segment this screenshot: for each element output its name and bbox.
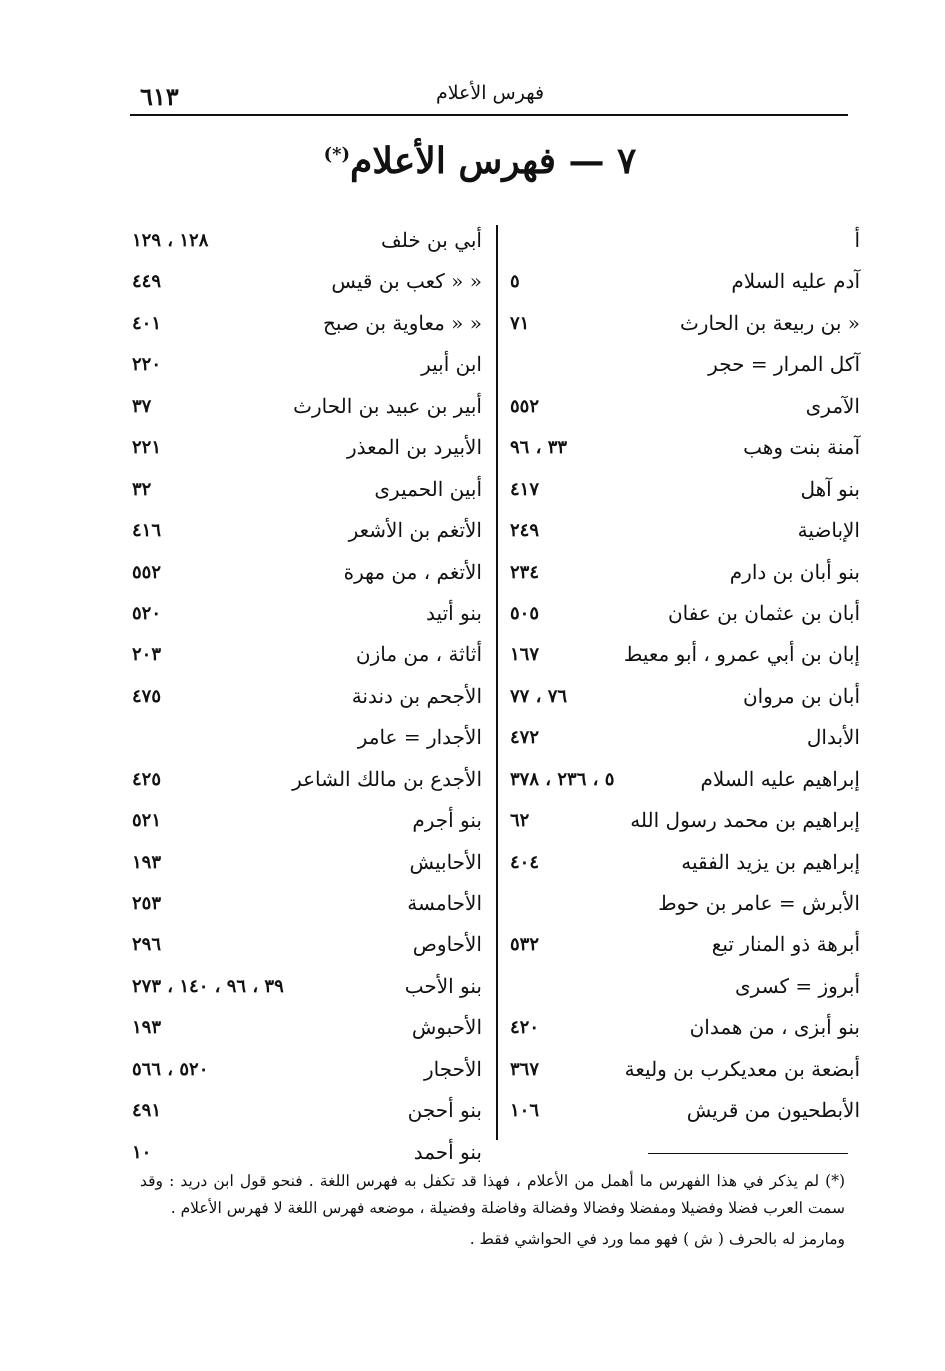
- index-entry: [127, 512, 482, 553]
- entry-pages: ٥٥٢: [510, 395, 540, 417]
- footnote-rule: [648, 1153, 848, 1154]
- index-entry: [505, 1051, 860, 1092]
- entry-name: أبضعة بن معديكرب بن وليعة: [624, 1056, 860, 1081]
- entry-pages: ٥٣٢: [510, 934, 540, 956]
- index-entry: [505, 678, 860, 719]
- index-entry: [505, 968, 860, 1009]
- entry-name: بنو أتيد: [426, 600, 482, 625]
- running-header-title: فهرس الأعلام: [435, 82, 545, 104]
- index-entry: [127, 388, 482, 429]
- footnote-marker: (*): [323, 144, 351, 165]
- index-entry: [127, 263, 482, 304]
- index-entry: [127, 636, 482, 677]
- index-entry: [505, 222, 860, 263]
- entry-name: بنو أحجن: [407, 1098, 482, 1123]
- page-number: ٦١٣: [140, 82, 179, 111]
- index-entry: [505, 388, 860, 429]
- entry-pages: ٢٢١: [132, 437, 162, 459]
- entry-pages: ٢٤٩: [510, 520, 540, 542]
- entry-pages: ١٠: [132, 1141, 152, 1163]
- entry-pages: ٥٢٠ ، ٥٦٦: [132, 1058, 209, 1080]
- entry-name: « « معاوية بن صبح: [322, 310, 482, 335]
- footnote-note: ومارمز له بالحرف ( ش ) فهو مما ورد في الحواشي فقط .: [469, 1230, 845, 1248]
- entry-name: الأتغم بن الأشعر: [348, 518, 482, 543]
- index-entry: [127, 968, 482, 1009]
- index-entry: [127, 761, 482, 802]
- entry-name: « « كعب بن قيس: [331, 269, 482, 294]
- entry-name: الآمرى: [805, 393, 860, 418]
- entry-pages: ٧٦ ، ٧٧: [510, 685, 568, 707]
- entry-pages: ٤٢٥: [132, 768, 162, 790]
- index-entry: [127, 222, 482, 263]
- entry-pages: ٢٩٦: [132, 934, 162, 956]
- entry-name: بنو أبزى ، من همدان: [689, 1015, 860, 1040]
- entry-name: الأبدال: [806, 725, 860, 750]
- index-entry: [127, 719, 482, 760]
- entry-name: أبرهة ذو المنار تبع: [711, 932, 860, 957]
- index-entry: [127, 554, 482, 595]
- entry-name: إبان بن أبي عمرو ، أبو معيط: [623, 642, 860, 667]
- entry-pages: ٤٤٩: [132, 271, 162, 293]
- entry-name: أبين الحميرى: [374, 476, 482, 501]
- entry-pages: ٤١٦: [132, 520, 162, 542]
- index-entry: [505, 719, 860, 760]
- entry-name: آمنة بنت وهب: [743, 435, 860, 460]
- entry-pages: ٤١٧: [510, 478, 540, 500]
- entry-name: أبي بن خلف: [381, 228, 482, 252]
- entry-name: أبروز = كسرى: [735, 973, 860, 998]
- entry-pages: ١٠٦: [510, 1100, 540, 1122]
- entry-name: بنو آهل: [800, 476, 860, 501]
- entry-pages: ٥٠٥: [510, 602, 540, 624]
- index-entry: [505, 429, 860, 470]
- index-entry: [505, 305, 860, 346]
- entry-name: بنو أحمد: [413, 1139, 482, 1164]
- index-entry: [127, 885, 482, 926]
- entry-name: الأجدار = عامر: [357, 725, 482, 750]
- entry-pages: ٤٧٥: [132, 685, 162, 707]
- entry-pages: ٥٥٢: [132, 561, 162, 583]
- entry-pages: ٣٦٧: [510, 1058, 540, 1080]
- index-entry: [127, 844, 482, 885]
- index-entry: [505, 512, 860, 553]
- index-entry: [505, 802, 860, 843]
- entry-name: أثاثة ، من مازن: [355, 642, 482, 667]
- entry-name: أ: [854, 228, 860, 252]
- entry-name: الأحجار: [424, 1056, 482, 1081]
- entry-pages: ١٩٣: [132, 851, 162, 873]
- entry-pages: ٤٧٢: [510, 727, 540, 749]
- entry-name: أبان بن مروان: [742, 683, 860, 708]
- header-rule: [130, 114, 848, 116]
- entry-name: الأحاوص: [412, 932, 482, 957]
- entry-pages: ٤٢٠: [510, 1017, 540, 1039]
- index-entry: [505, 1009, 860, 1050]
- entry-pages: ٣٣ ، ٩٦: [510, 437, 568, 459]
- entry-name: الإباضية: [797, 518, 860, 543]
- entry-name: إبراهيم بن يزيد الفقيه: [681, 849, 860, 874]
- index-entry: [505, 595, 860, 636]
- index-entry: [505, 926, 860, 967]
- index-entry: [505, 885, 860, 926]
- index-entry: [505, 346, 860, 387]
- index-entry: [505, 1092, 860, 1133]
- entry-name: ابن أبير: [421, 352, 482, 377]
- index-entry: [127, 678, 482, 719]
- index-column-right: [505, 222, 860, 1134]
- footnote-text: (*) لم يذكر في هذا الفهرس ما أهمل من الأعلام ، فهذا قد تكفل به فهرس اللغة . فنحو قول ابن دريد : وقد سمت العرب فضلا وفضيلا ومفضلا وفضالا وفضالة وفاضلة وفضيلة ، موضعه فهرس اللغة لا فهرس الأعلام .: [140, 1172, 845, 1217]
- entry-name: الأجدع بن مالك الشاعر: [292, 766, 482, 791]
- entry-pages: ٢٥٣: [132, 893, 162, 914]
- index-entry: [505, 636, 860, 677]
- index-entry: [505, 844, 860, 885]
- entry-name: الأتغم ، من مهرة: [343, 559, 482, 584]
- section-title-text: ٧ — فهرس الأعلام: [350, 140, 637, 182]
- entry-name: آكل المرار = حجر: [708, 352, 860, 377]
- index-entry: [505, 263, 860, 304]
- entry-name: الأحامسة: [407, 891, 482, 915]
- entry-name: أبير بن عبيد بن الحارث: [293, 393, 482, 418]
- index-entry: [127, 1009, 482, 1050]
- entry-name: آدم عليه السلام: [731, 269, 860, 294]
- entry-name: أبان بن عثمان بن عفان: [667, 600, 860, 625]
- entry-pages: ٥ ، ٢٣٦ ، ٣٧٨: [510, 768, 615, 790]
- index-entry: [505, 761, 860, 802]
- entry-name: الأبطحيون من قريش: [686, 1098, 860, 1123]
- entry-name: « بن ربيعة بن الحارث: [679, 310, 860, 335]
- entry-pages: ٢٠٣: [132, 644, 162, 666]
- index-entry: [127, 471, 482, 512]
- index-entry: [127, 429, 482, 470]
- index-entry: [127, 305, 482, 346]
- entry-pages: ٤٠٤: [510, 851, 540, 873]
- entry-name: الأحابيش: [409, 849, 482, 874]
- entry-pages: ٥٢٠: [132, 602, 162, 624]
- index-entry: [505, 554, 860, 595]
- entry-pages: ٤٠١: [132, 312, 162, 334]
- entry-name: الأجحم بن دندنة: [351, 683, 482, 708]
- entry-pages: ٢٣٤: [510, 561, 540, 583]
- entry-name: إبراهيم بن محمد رسول الله: [630, 808, 860, 833]
- entry-pages: ٣٧: [132, 395, 152, 417]
- entry-pages: ٦٢: [510, 810, 530, 832]
- entry-pages: ٧١: [510, 312, 530, 334]
- index-entry: [127, 1051, 482, 1092]
- footnote: [140, 1168, 845, 1253]
- entry-pages: ٥: [510, 271, 520, 293]
- section-title: [260, 140, 700, 182]
- entry-name: إبراهيم عليه السلام: [700, 766, 860, 791]
- entry-name: بنو أبان بن دارم: [729, 559, 860, 584]
- index-entry: [127, 802, 482, 843]
- entry-name: الأبرش = عامر بن حوط: [658, 891, 860, 915]
- index-entry: [505, 471, 860, 512]
- entry-name: بنو أجرم: [412, 808, 482, 833]
- entry-pages: ٣٢: [132, 478, 152, 500]
- entry-name: الأبيرد بن المعذر: [346, 435, 482, 460]
- entry-pages: ٥٢١: [132, 810, 162, 832]
- index-entry: [127, 1092, 482, 1133]
- entry-pages: ٢٢٠: [132, 354, 162, 376]
- entry-pages: ١٢٨ ، ١٢٩: [132, 230, 209, 251]
- entry-pages: ٤٩١: [132, 1100, 162, 1122]
- index-column-left: [127, 222, 482, 1175]
- entry-name: بنو الأحب: [404, 973, 482, 998]
- index-entry: [127, 346, 482, 387]
- entry-pages: ١٦٧: [510, 644, 540, 666]
- index-entry: [127, 926, 482, 967]
- entry-pages: ١٩٣: [132, 1017, 162, 1039]
- entry-name: الأحبوش: [411, 1015, 482, 1040]
- column-divider: [496, 225, 498, 1140]
- index-entry: [127, 595, 482, 636]
- entry-pages: ٣٩ ، ٩٦ ، ١٤٠ ، ٢٧٣: [132, 975, 284, 997]
